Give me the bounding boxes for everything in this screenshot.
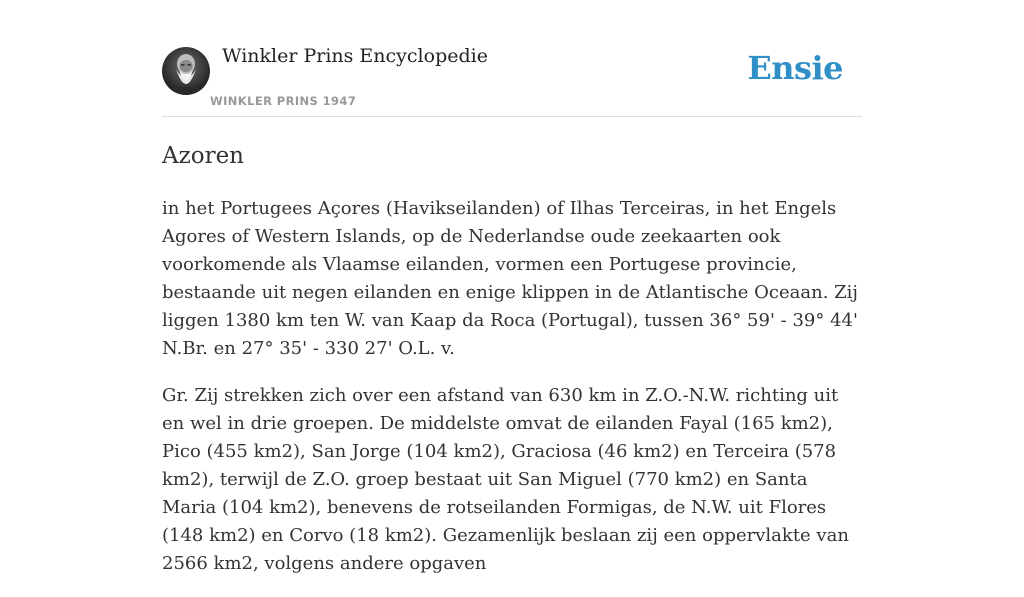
- article-paragraph: Gr. Zij strekken zich over een afstand van 630 km in Z.O.-N.W. richting uit en wel in drie groepen. De middelste omvat de eilanden Fayal (165 km2), Pico (455 km2), San Jorge (104 km2), Graciosa (46 km2) en Terceira (578 km2), terwijl de Z.O. groep bestaat uit San Miguel (770 km2) en Santa Maria (104 km2), benevens de rotseilanden Formigas, de N.W. uit Flores (148 km2) en Corvo (18 km2). Gezamenlijk beslaan zij een oppervlakte van 2566 km2, volgens andere opgaven: [162, 385, 849, 574]
- bearded-man-portrait-icon: [162, 47, 210, 95]
- source-subtitle-link[interactable]: WINKLER PRINS 1947: [210, 94, 357, 108]
- article-title: Azoren: [162, 143, 244, 169]
- source-header: [162, 0, 862, 117]
- page-container: [162, 0, 862, 597]
- source-title-link[interactable]: Winkler Prins Encyclopedie: [222, 45, 488, 67]
- article-paragraph: in het Portugees Açores (Havikseilanden) of Ilhas Terceiras, in het Engels Agores of Western Islands, op de Nederlandse oude zeekaarten ook voorkomende als Vlaamse eilanden, vormen een Portugese provincie, bestaande uit negen eilanden en enige klippen in de Atlantische Oceaan. Zij liggen 1380 km ten W. van Kaap da Roca (Portugal), tussen 36° 59' - 39° 44' N.Br. en 27° 35' - 330 27' O.L. v.: [162, 198, 858, 359]
- ensie-logo[interactable]: Ensie: [747, 49, 843, 87]
- article-body: [162, 195, 862, 578]
- avatar[interactable]: [162, 47, 210, 95]
